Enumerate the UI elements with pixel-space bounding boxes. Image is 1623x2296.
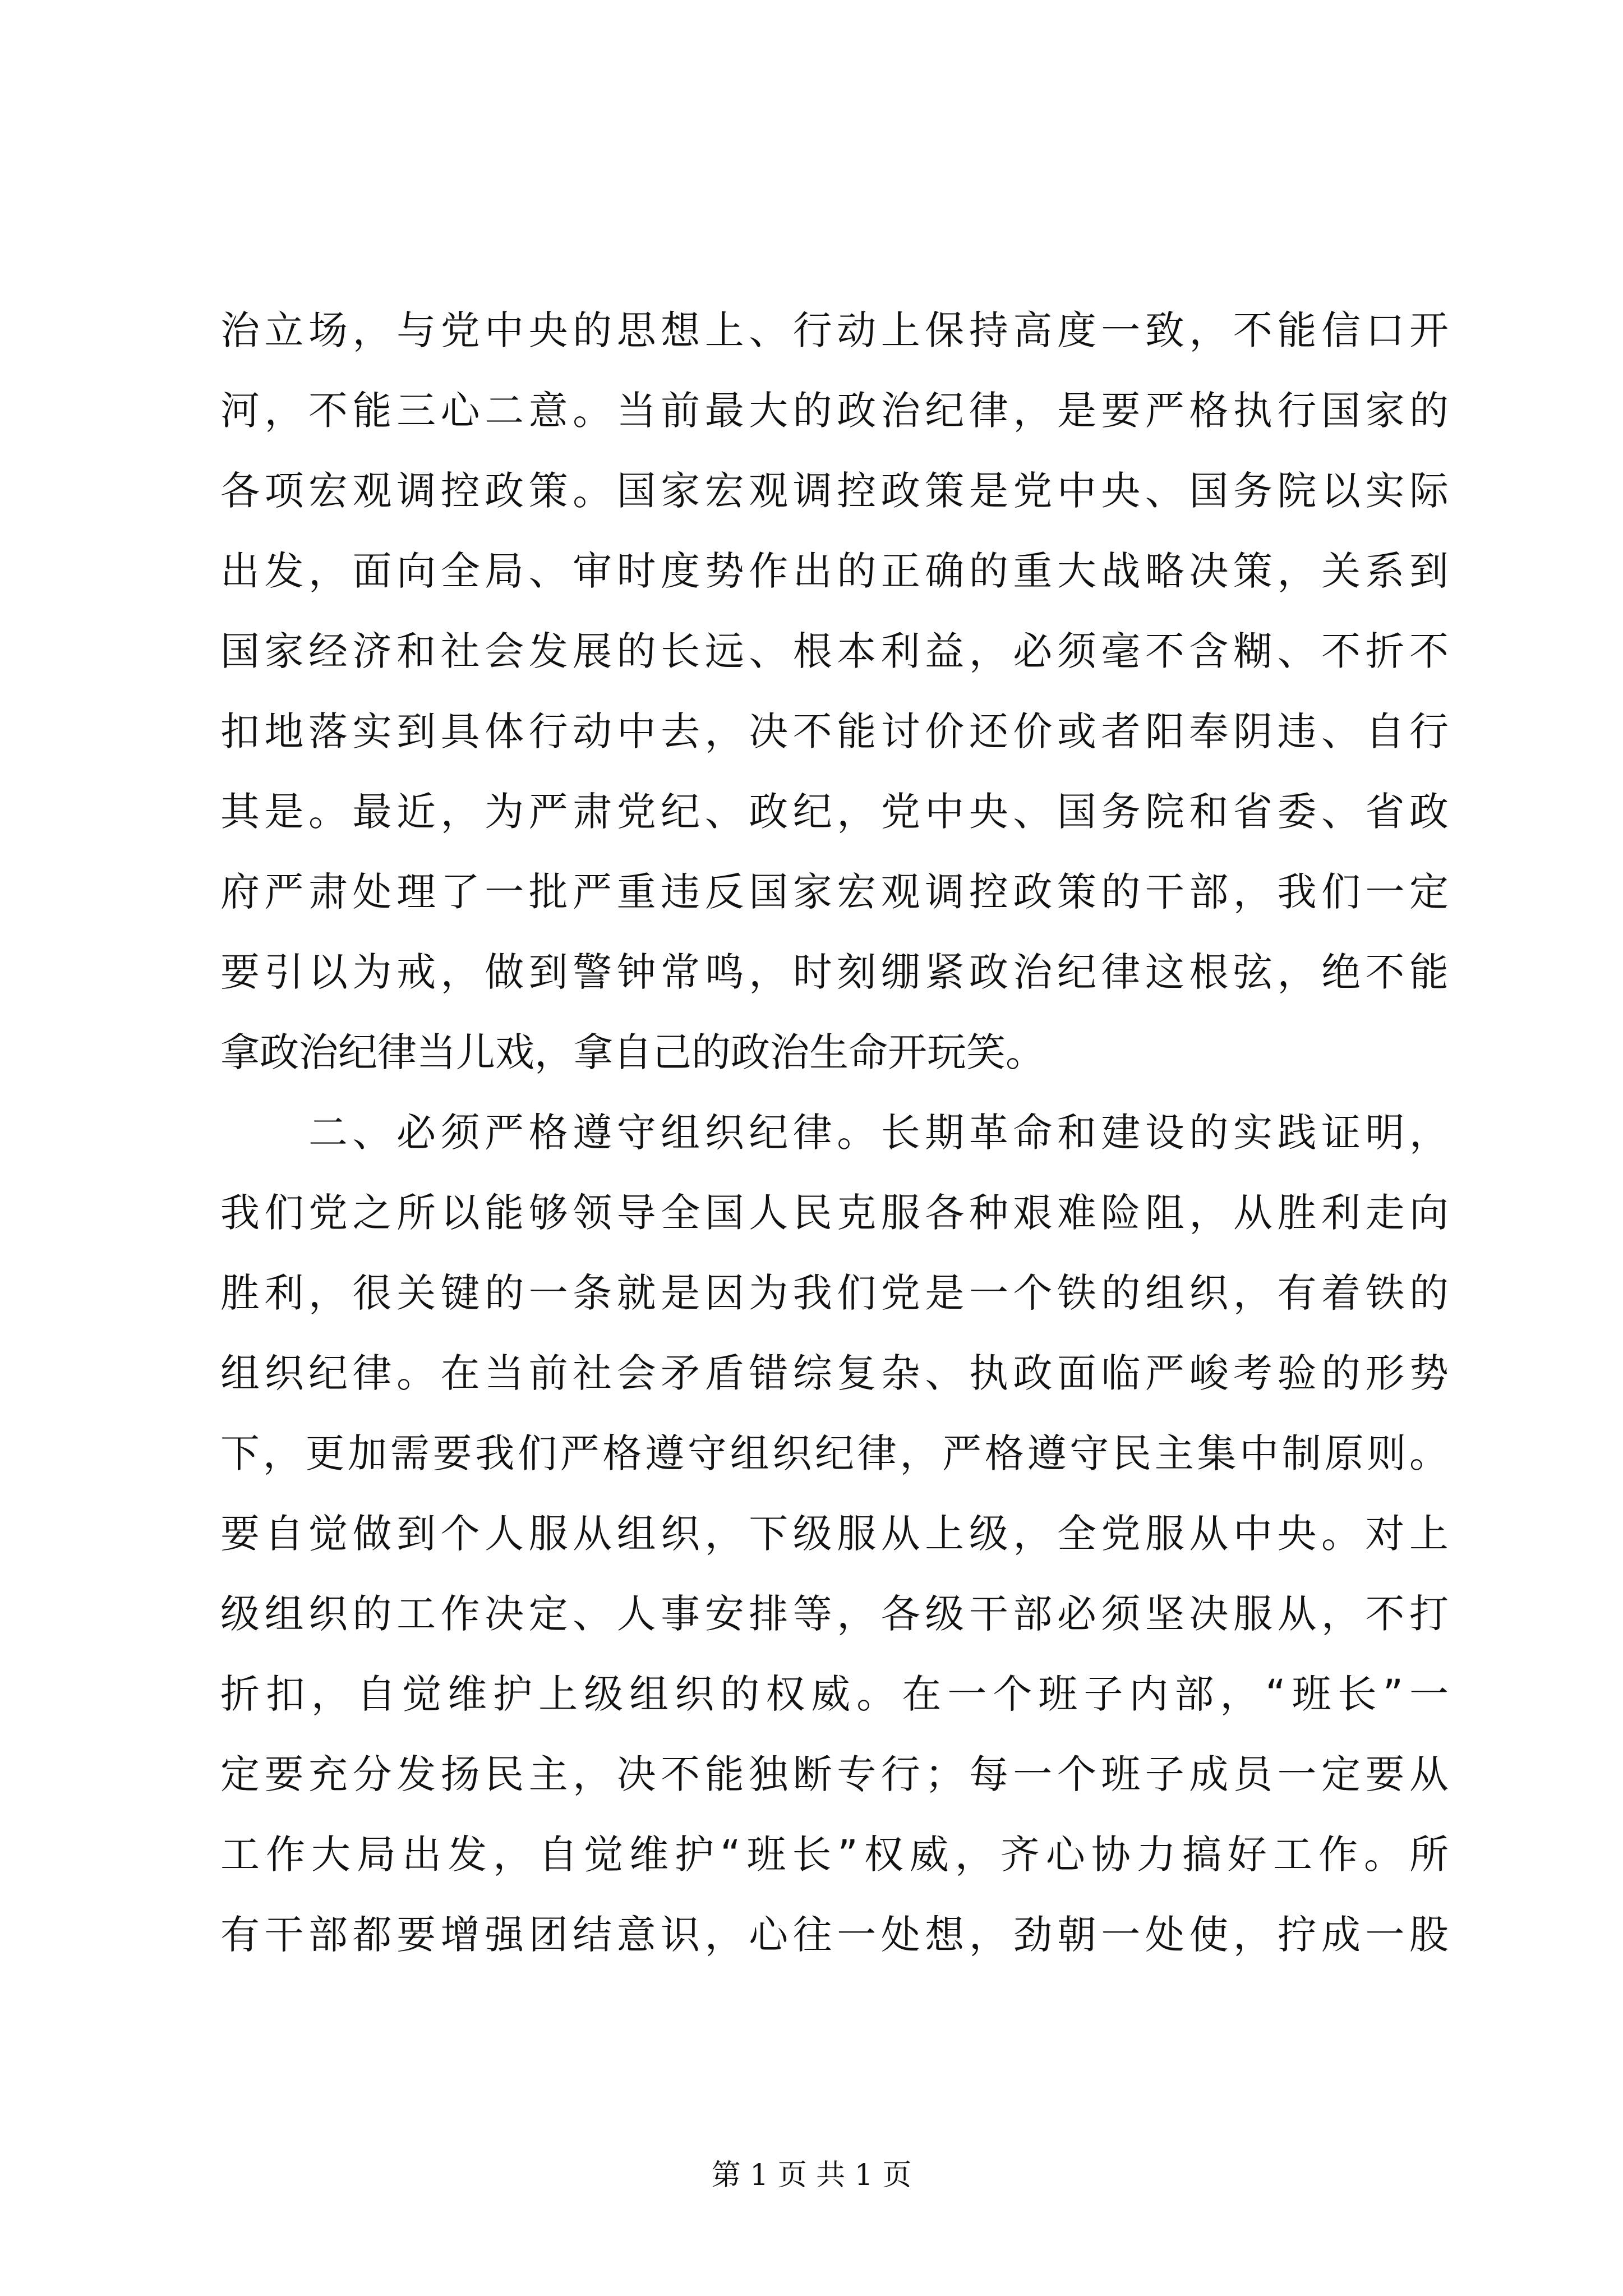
text-line: 治立场，与党中央的思想上、行动上保持高度一致，不能信口开: [220, 307, 1449, 353]
body-text: [220, 291, 1449, 1975]
text-line: 国家经济和社会发展的长远、根本利益，必须毫不含糊、不折不: [220, 628, 1449, 674]
text-line: 工作大局出发，自觉维护“班长”权威，齐心协力搞好工作。所: [220, 1832, 1449, 1878]
text-line: 要引以为戒，做到警钟常鸣，时刻绷紧政治纪律这根弦，绝不能: [220, 949, 1449, 995]
text-line: 胜利，很关键的一条就是因为我们党是一个铁的组织，有着铁的: [220, 1270, 1449, 1316]
text-line: 各项宏观调控政策。国家宏观调控政策是党中央、国务院以实际: [220, 468, 1449, 514]
text-line: 要自觉做到个人服从组织，下级服从上级，全党服从中央。对上: [220, 1511, 1449, 1557]
text-line: 扣地落实到具体行动中去，决不能讨价还价或者阳奉阴违、自行: [220, 708, 1449, 754]
text-line: 河，不能三心二意。当前最大的政治纪律，是要严格执行国家的: [220, 388, 1449, 434]
text-line: 我们党之所以能够领导全国人民克服各种艰难险阻，从胜利走向: [220, 1190, 1449, 1236]
text-line: 级组织的工作决定、人事安排等，各级干部必须坚决服从，不打: [220, 1591, 1449, 1637]
text-line: 二、必须严格遵守组织纪律。长期革命和建设的实践证明，: [220, 1110, 1449, 1156]
text-line: 出发，面向全局、审时度势作出的正确的重大战略决策，关系到: [220, 548, 1449, 594]
text-line: 下，更加需要我们严格遵守组织纪律，严格遵守民主集中制原则。: [220, 1430, 1449, 1476]
text-line: 有干部都要增强团结意识，心往一处想，劲朝一处使，拧成一股: [220, 1912, 1449, 1958]
text-line: 府严肃处理了一批严重违反国家宏观调控政策的干部，我们一定: [220, 869, 1449, 915]
page-number-footer: 第 1 页 共 1 页: [711, 2159, 912, 2192]
text-line: 组织纪律。在当前社会矛盾错综复杂、执政面临严峻考验的形势: [220, 1350, 1449, 1396]
text-line: 其是。最近，为严肃党纪、政纪，党中央、国务院和省委、省政: [220, 789, 1449, 835]
text-line: 定要充分发扬民主，决不能独断专行；每一个班子成员一定要从: [220, 1751, 1449, 1797]
text-line: 拿政治纪律当儿戏，拿自己的政治生命开玩笑。: [220, 1029, 1045, 1075]
text-line: 折扣，自觉维护上级组织的权威。在一个班子内部，“班长”一: [220, 1671, 1449, 1717]
